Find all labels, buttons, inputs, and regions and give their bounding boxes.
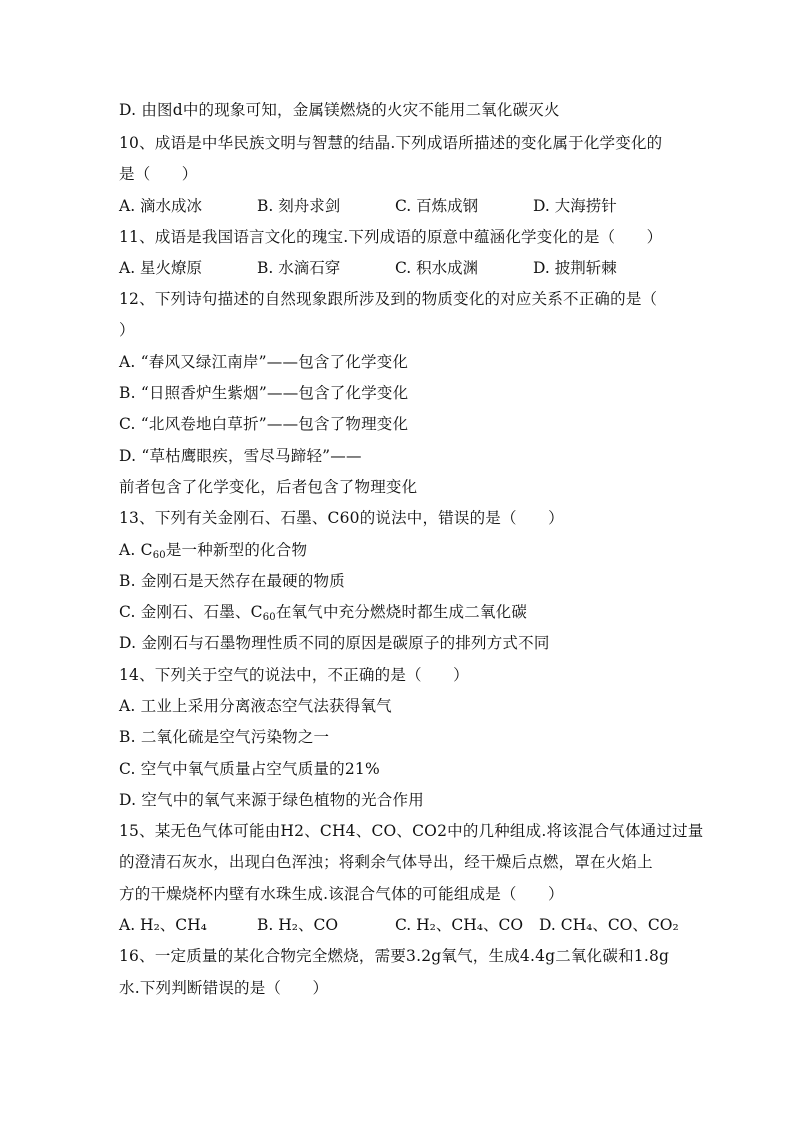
q15-option-a: A. H₂、CH₄ bbox=[119, 916, 207, 934]
q9-option-d: D. 由图d中的现象可知，金属镁燃烧的火灾不能用二氧化碳灭火 bbox=[119, 101, 560, 119]
q12-stem-line2: ） bbox=[119, 321, 135, 339]
q13-option-a-text: 是一种新型的化合物 bbox=[165, 541, 308, 559]
q10-option-b: B. 刻舟求剑 bbox=[257, 197, 341, 215]
q12-option-b: B. “日照香炉生紫烟”——包含了化学变化 bbox=[119, 384, 409, 402]
q13-option-c-prefix: C. 金刚石、石墨、C bbox=[119, 603, 263, 621]
q13-option-a-subscript: 60 bbox=[152, 550, 166, 561]
q12-option-d-line2: 前者包含了化学变化，后者包含了物理变化 bbox=[119, 478, 418, 496]
q12-option-d-line1: D. “草枯鹰眼疾，雪尽马蹄轻”—— bbox=[119, 447, 362, 465]
q11-stem: 11、成语是我国语言文化的瑰宝.下列成语的原意中蕴涵化学变化的是（ ） bbox=[119, 228, 663, 246]
q10-option-a: A. 滴水成冰 bbox=[119, 197, 203, 215]
q15-stem-line1: 15、某无色气体可能由H2、CH4、CO、CO2中的几种组成.将该混合气体通过过量 bbox=[119, 822, 704, 840]
q10-stem-line2: 是（ ） bbox=[119, 165, 198, 183]
q15-option-b: B. H₂、CO bbox=[257, 916, 339, 934]
q11-option-a: A. 星火燎原 bbox=[119, 259, 203, 277]
q13-stem: 13、下列有关金刚石、石墨、C60的说法中，错误的是（ ） bbox=[119, 509, 564, 527]
q10-stem-line1: 10、成语是中华民族文明与智慧的结晶.下列成语所描述的变化属于化学变化的 bbox=[119, 134, 663, 152]
q14-option-c: C. 空气中氧气质量占空气质量的21% bbox=[119, 760, 380, 778]
q10-option-c: C. 百炼成钢 bbox=[395, 197, 479, 215]
q13-option-c bbox=[119, 602, 527, 622]
q14-option-d: D. 空气中的氧气来源于绿色植物的光合作用 bbox=[119, 791, 424, 809]
q15-stem-line3: 方的干燥烧杯内壁有水珠生成.该混合气体的可能组成是（ ） bbox=[119, 885, 564, 903]
q13-option-a bbox=[119, 540, 307, 560]
q14-stem: 14、下列关于空气的说法中，不正确的是（ ） bbox=[119, 666, 469, 684]
q14-option-b: B. 二氧化硫是空气污染物之一 bbox=[119, 728, 330, 746]
q13-option-c-text: 在氧气中充分燃烧时都生成二氧化碳 bbox=[275, 603, 528, 621]
q11-option-c: C. 积水成渊 bbox=[395, 259, 479, 277]
q16-stem-line2: 水.下列判断错误的是（ ） bbox=[119, 979, 329, 997]
q13-option-b: B. 金刚石是天然存在最硬的物质 bbox=[119, 572, 345, 590]
q10-option-d: D. 大海捞针 bbox=[533, 197, 617, 215]
q15-option-d: D. CH₄、CO、CO₂ bbox=[539, 916, 679, 934]
q12-stem-line1: 12、下列诗句描述的自然现象跟所涉及到的物质变化的对应关系不正确的是（ bbox=[119, 290, 658, 308]
q13-option-a-prefix: A. C bbox=[119, 541, 153, 559]
q12-option-c: C. “北风卷地白草折”——包含了物理变化 bbox=[119, 415, 409, 433]
q14-option-a: A. 工业上采用分离液态空气法获得氧气 bbox=[119, 697, 392, 715]
q11-option-d: D. 披荆斩棘 bbox=[533, 259, 617, 277]
q12-option-a: A. “春风又绿江南岸”——包含了化学变化 bbox=[119, 353, 409, 371]
q16-stem-line1: 16、一定质量的某化合物完全燃烧，需要3.2g氧气，生成4.4g二氧化碳和1.8g bbox=[119, 947, 670, 965]
q15-option-c: C. H₂、CH₄、CO bbox=[395, 916, 524, 934]
q15-stem-line2: 的澄清石灰水，出现白色浑浊；将剩余气体导出，经干燥后点燃，罩在火焰上 bbox=[119, 853, 653, 871]
q13-option-c-subscript: 60 bbox=[262, 612, 276, 623]
q11-option-b: B. 水滴石穿 bbox=[257, 259, 341, 277]
q13-option-d: D. 金刚石与石墨物理性质不同的原因是碳原子的排列方式不同 bbox=[119, 634, 550, 652]
